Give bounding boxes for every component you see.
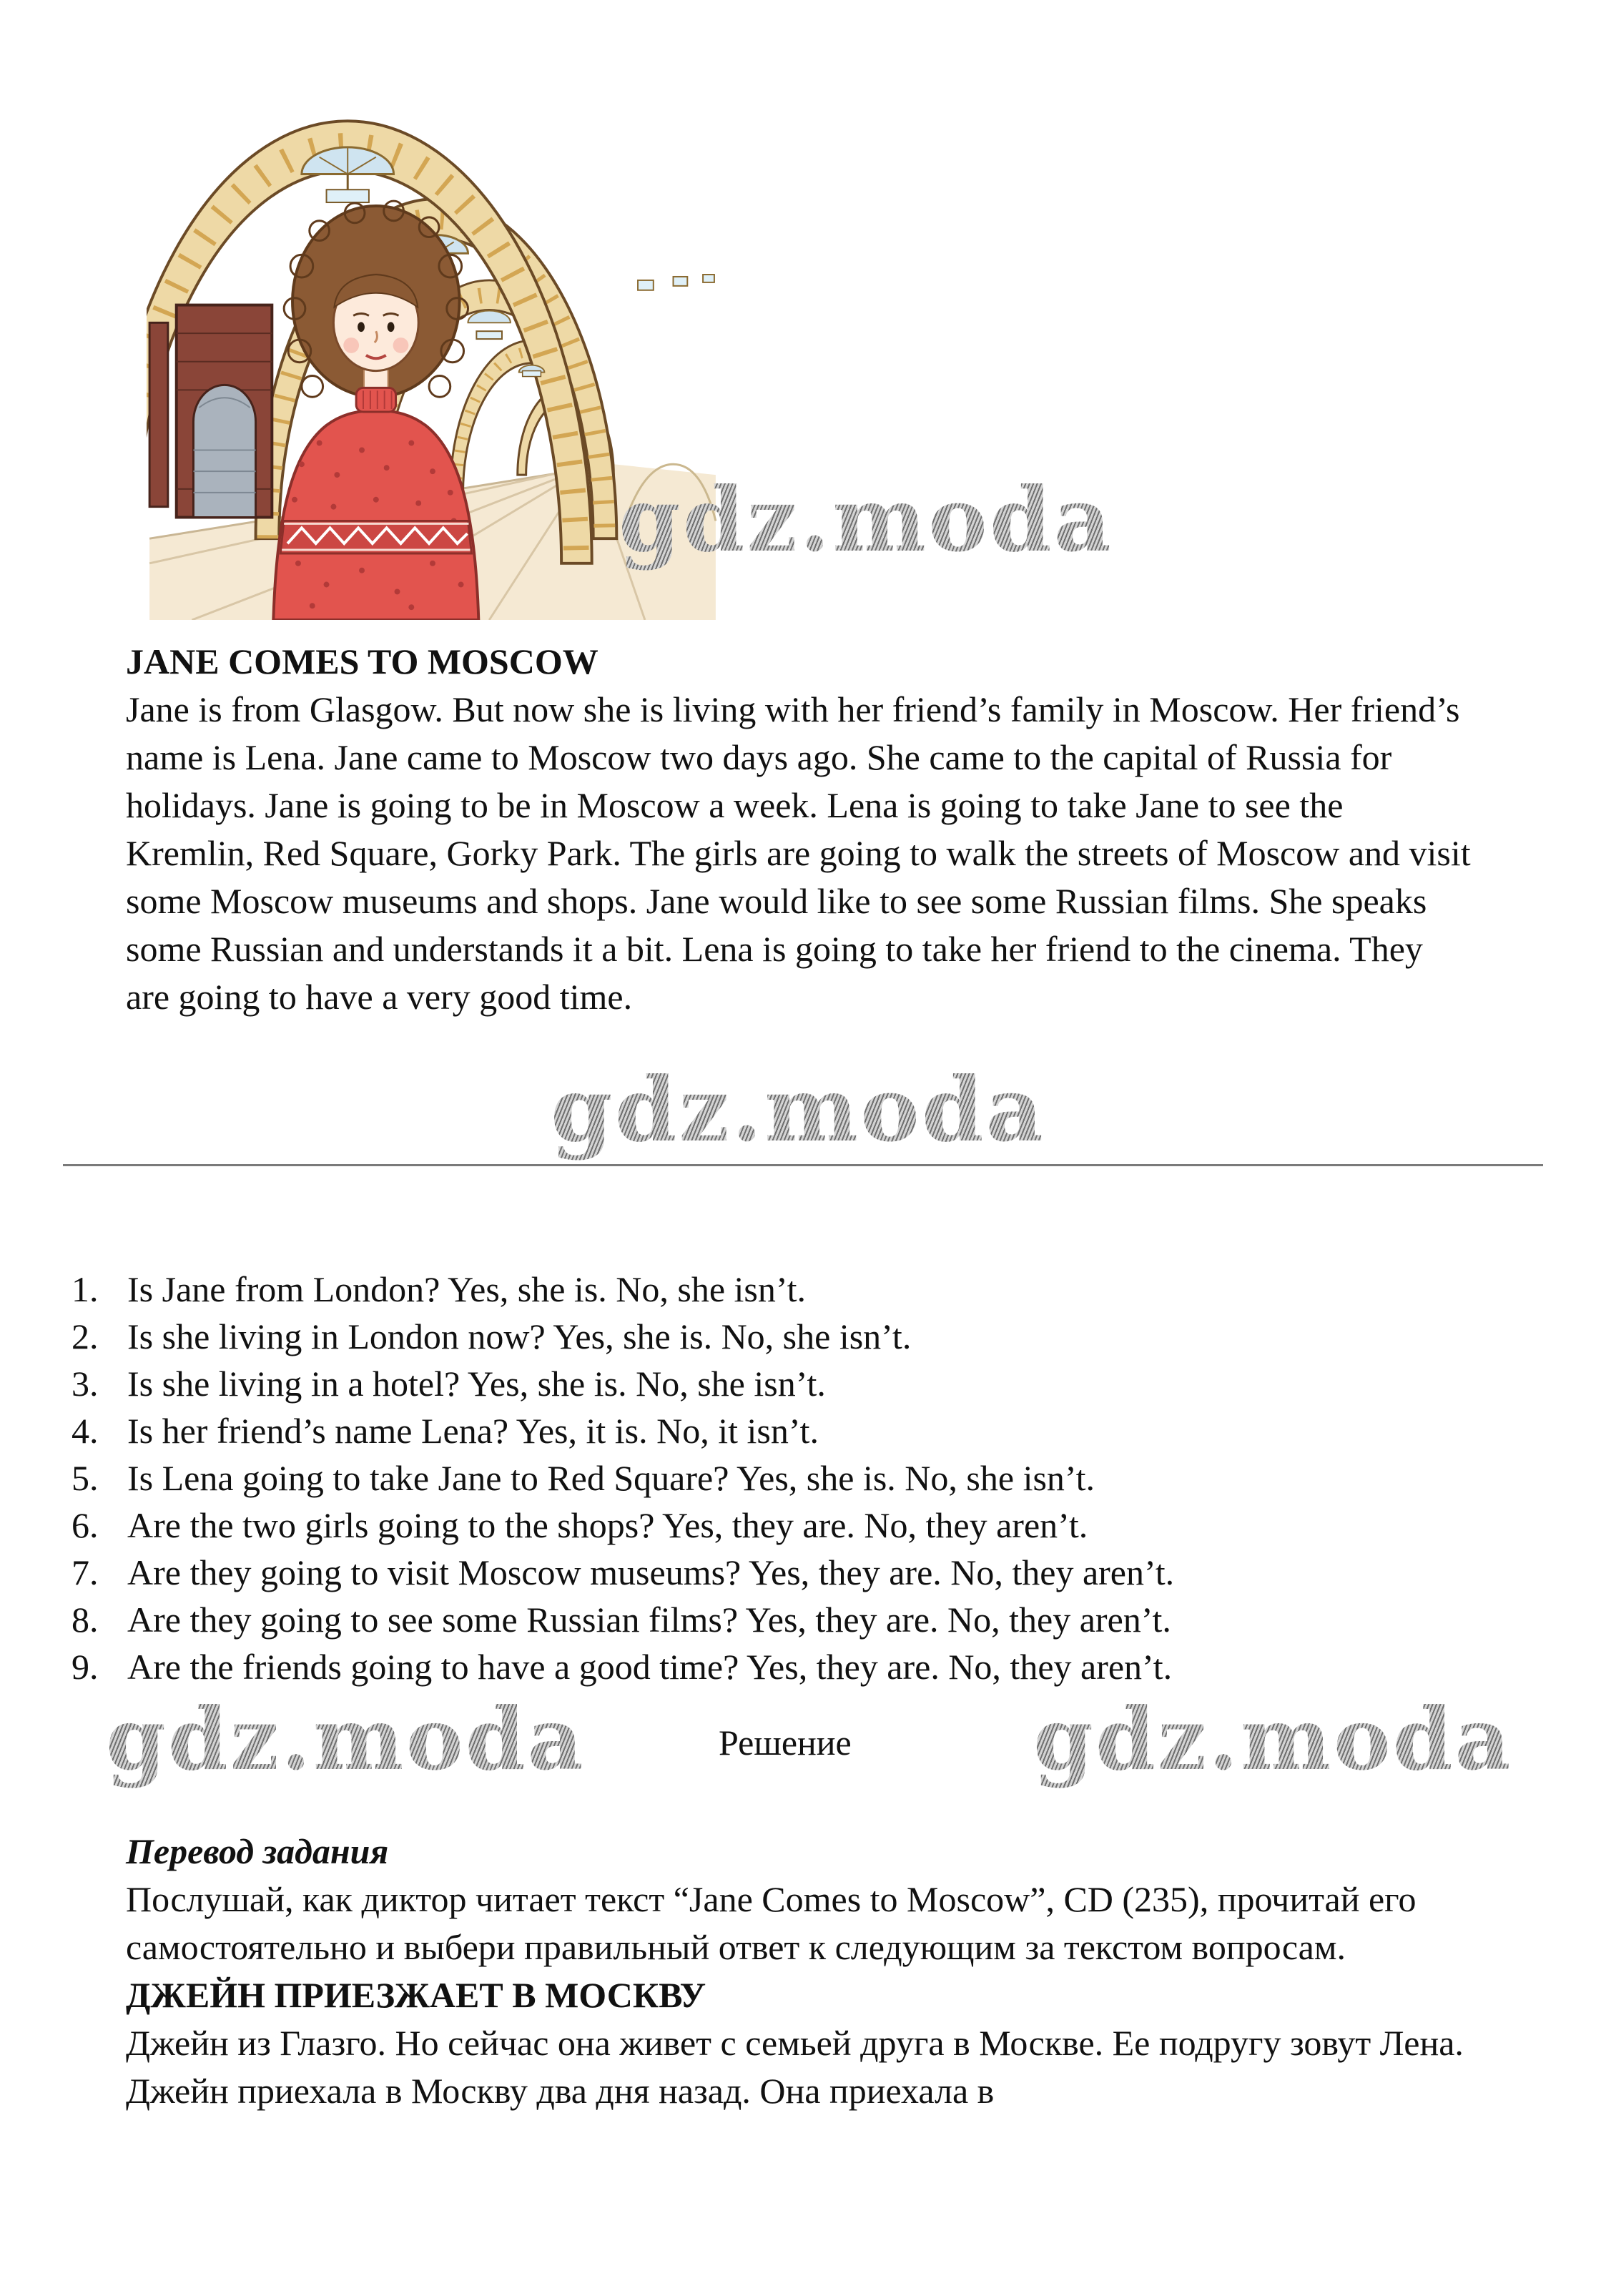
watermark: gdz.moda	[551, 1058, 1045, 1162]
question-text: Is her friend’s name Lena? Yes, it is. No, it isn’t.	[127, 1411, 819, 1451]
girl-figure	[273, 201, 478, 620]
question-number: 7.	[72, 1552, 99, 1592]
question-text: Is Lena going to take Jane to Red Square? Yes, she is. No, she isn’t.	[127, 1458, 1095, 1498]
solution-label: Решение	[719, 1723, 852, 1763]
question-number: 6.	[72, 1505, 99, 1545]
questions-list	[72, 1266, 1545, 1690]
article-title: JANE COMES TO MOSCOW	[126, 641, 598, 681]
question-text: Are the friends going to have a good time? Yes, they are. No, they aren’t.	[127, 1647, 1173, 1687]
question-text: Are they going to see some Russian films? Yes, they are. No, they aren’t.	[127, 1600, 1171, 1640]
question-number: 8.	[72, 1600, 99, 1640]
russian-title: ДЖЕЙН ПРИЕЗЖАЕТ В МОСКВУ	[126, 1975, 706, 2015]
question-text: Are they going to visit Moscow museums? Yes, they are. No, they aren’t.	[127, 1552, 1175, 1592]
question-item	[72, 1454, 1545, 1502]
question-text: Is Jane from London? Yes, she is. No, she isn’t.	[127, 1269, 807, 1309]
question-item	[72, 1266, 1545, 1313]
question-number: 9.	[72, 1647, 99, 1687]
translation-section	[126, 1828, 1474, 2115]
question-item	[72, 1313, 1545, 1360]
question-item	[72, 1596, 1545, 1643]
watermark: gdz.moda	[1033, 1689, 1513, 1790]
watermark: gdz.moda	[619, 468, 1113, 572]
question-item	[72, 1549, 1545, 1596]
brick-pier	[149, 305, 272, 518]
russian-body: Джейн из Глазго. Но сейчас она живет с семьей друга в Москве. Ее подругу зовут Лена. Джейн приехала в Москву два дня назад. Она приехала в	[126, 2023, 1464, 2111]
divider	[63, 1164, 1543, 1166]
question-text: Are the two girls going to the shops? Yes, they are. No, they aren’t.	[127, 1505, 1088, 1545]
watermark: gdz.moda	[106, 1689, 586, 1790]
question-item	[72, 1643, 1545, 1690]
question-item	[72, 1407, 1545, 1454]
question-number: 3.	[72, 1364, 99, 1404]
question-text: Is she living in a hotel? Yes, she is. No, she isn’t.	[127, 1364, 826, 1404]
question-text: Is she living in London now? Yes, she is. No, she isn’t.	[127, 1316, 912, 1356]
question-number: 5.	[72, 1458, 99, 1498]
question-number: 2.	[72, 1316, 99, 1356]
sweater-collar	[356, 388, 395, 412]
question-item	[72, 1360, 1545, 1407]
translation-heading: Перевод задания	[126, 1831, 389, 1871]
translation-task-text: Послушай, как диктор читает текст “Jane Comes to Moscow”, CD (235), прочитай его самостоятельно и выбери правильный ответ к следующим за текстом вопросам.	[126, 1879, 1417, 1967]
article-body: Jane is from Glasgow. But now she is living with her friend’s family in Moscow. Her friend’s name is Lena. Jane came to Moscow two days ago. She came to the capital of Russia for holidays. Jane is going to be in Moscow a week. Lena is going to take Jane to see the Kremlin, Red Square, Gorky Park. The girls are going to walk the streets of Moscow and visit some Moscow museums and shops. Jane would like to see some Russian films. She speaks some Russian and understands it a bit. Lena is going to take her friend to the cinema. They are going to have a very good time.	[126, 689, 1471, 1017]
girl-sweater	[273, 410, 478, 620]
question-number: 4.	[72, 1411, 99, 1451]
question-number: 1.	[72, 1269, 99, 1309]
article	[126, 638, 1474, 1021]
question-item	[72, 1502, 1545, 1549]
